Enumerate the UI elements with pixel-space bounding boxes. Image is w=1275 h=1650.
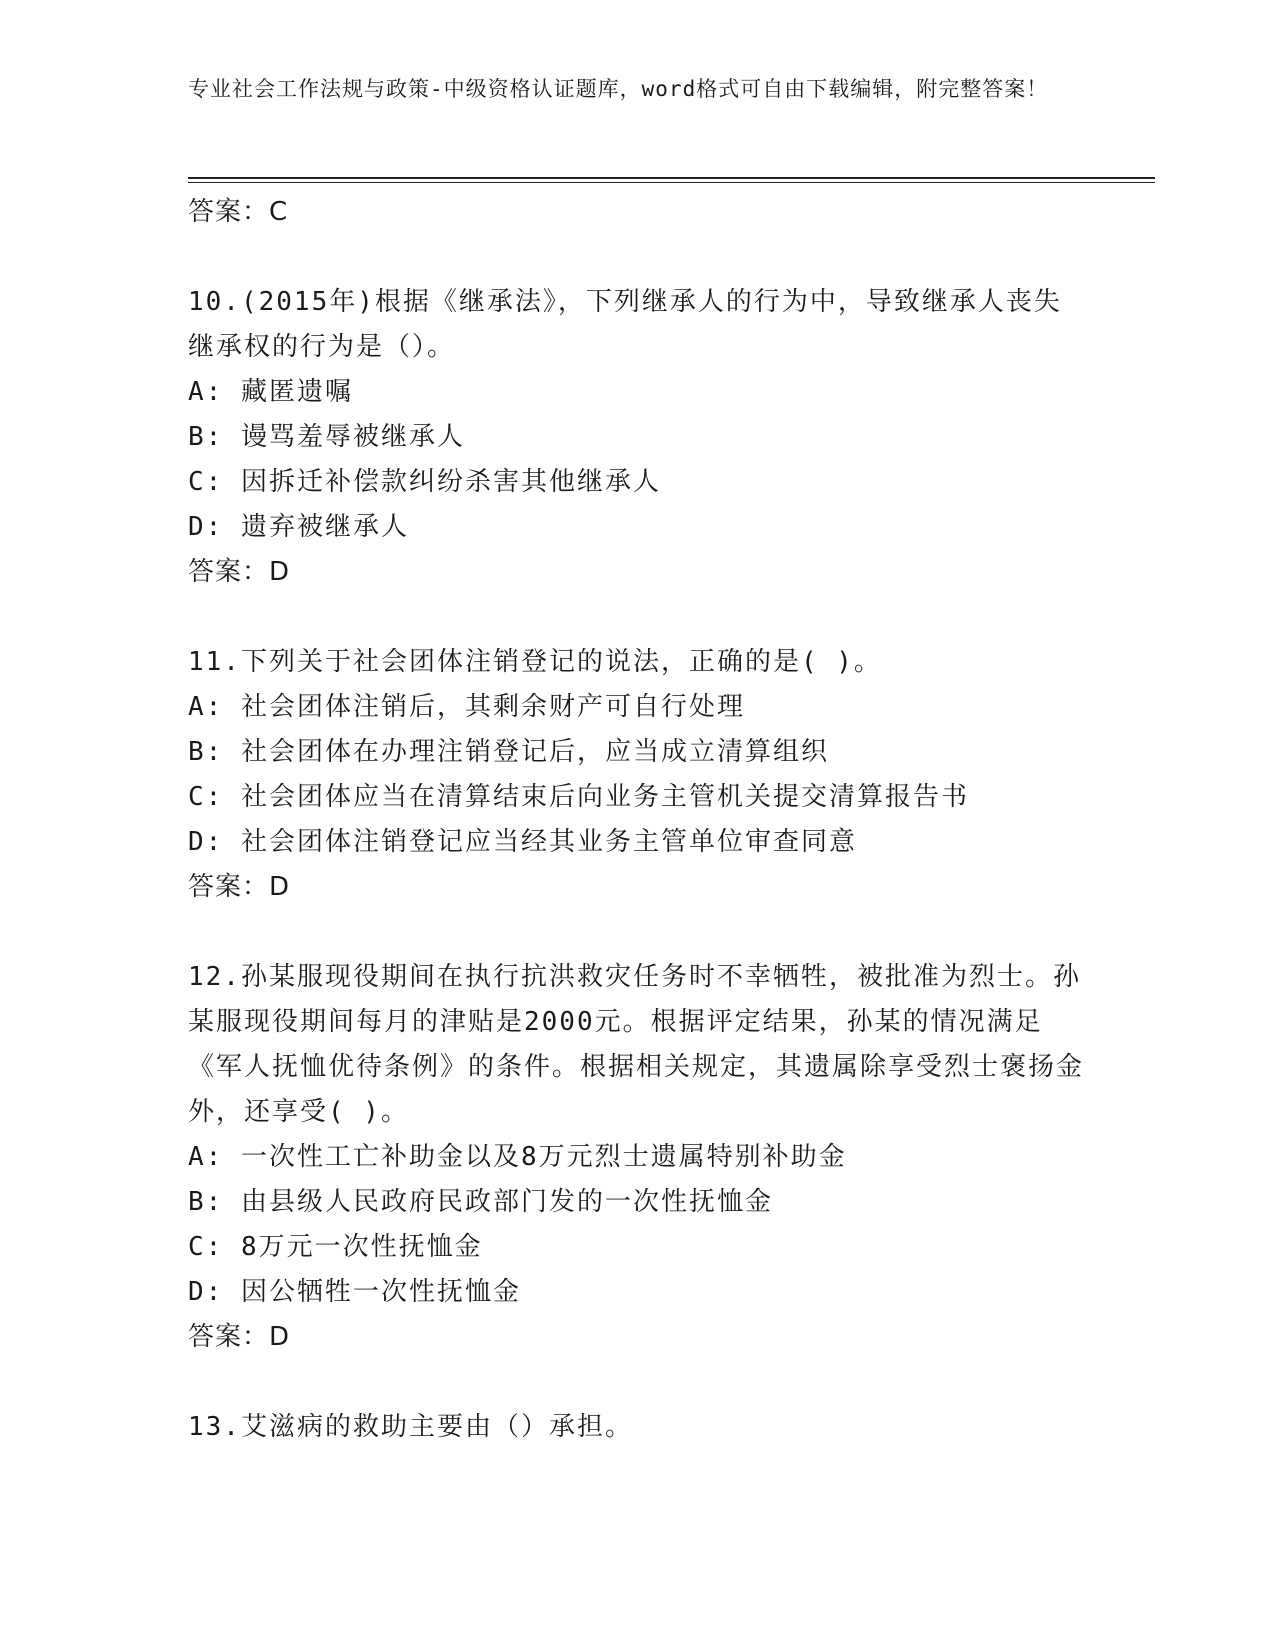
question-list <box>188 190 1088 1450</box>
question-answer: 答案：D <box>188 1322 291 1352</box>
question-stem: 11.下列关于社会团体注销登记的说法，正确的是( )。 <box>188 647 882 677</box>
option-c: C: 因拆迁补偿款纠纷杀害其他继承人 <box>188 467 661 497</box>
question-10 <box>188 280 1088 595</box>
option-b: B: 由县级人民政府民政部门发的一次性抚恤金 <box>188 1187 773 1217</box>
header-divider-thick <box>188 177 1155 179</box>
option-a: A: 一次性工亡补助金以及8万元烈士遗属特别补助金 <box>188 1142 847 1172</box>
option-b: B: 社会团体在办理注销登记后，应当成立清算组织 <box>188 737 829 767</box>
question-stem: 12.孙某服现役期间在执行抗洪救灾任务时不幸牺牲，被批准为烈士。孙某服现役期间每月的津贴是2000元。根据评定结果，孙某的情况满足《军人抚恤优待条例》的条件。根据相关规定，其遗属除享受烈士褒扬金外，还享受( )。 <box>188 962 1085 1127</box>
option-a: A: 社会团体注销后，其剩余财产可自行处理 <box>188 692 745 722</box>
header-divider-thin <box>188 182 1155 183</box>
question-12 <box>188 955 1088 1360</box>
option-b: B: 谩骂羞辱被继承人 <box>188 422 465 452</box>
document-header: 专业社会工作法规与政策-中级资格认证题库，word格式可自由下载编辑，附完整答案！ <box>188 77 1049 101</box>
previous-answer: 答案：C <box>188 197 289 227</box>
spacer <box>188 910 1088 955</box>
question-answer: 答案：D <box>188 872 291 902</box>
option-d: D: 因公牺牲一次性抚恤金 <box>188 1277 521 1307</box>
question-13 <box>188 1405 1088 1450</box>
question-answer: 答案：D <box>188 557 291 587</box>
option-d: D: 遗弃被继承人 <box>188 512 409 542</box>
option-c: C: 8万元一次性抚恤金 <box>188 1232 483 1262</box>
spacer <box>188 595 1088 640</box>
option-d: D: 社会团体注销登记应当经其业务主管单位审查同意 <box>188 827 857 857</box>
spacer <box>188 1360 1088 1405</box>
question-11 <box>188 640 1088 910</box>
option-a: A: 藏匿遗嘱 <box>188 377 353 407</box>
spacer <box>188 235 1088 280</box>
question-stem: 10.(2015年)根据《继承法》，下列继承人的行为中，导致继承人丧失继承权的行为是（）。 <box>188 287 1062 362</box>
option-c: C: 社会团体应当在清算结束后向业务主管机关提交清算报告书 <box>188 782 969 812</box>
question-stem: 13.艾滋病的救助主要由（）承担。 <box>188 1412 633 1442</box>
